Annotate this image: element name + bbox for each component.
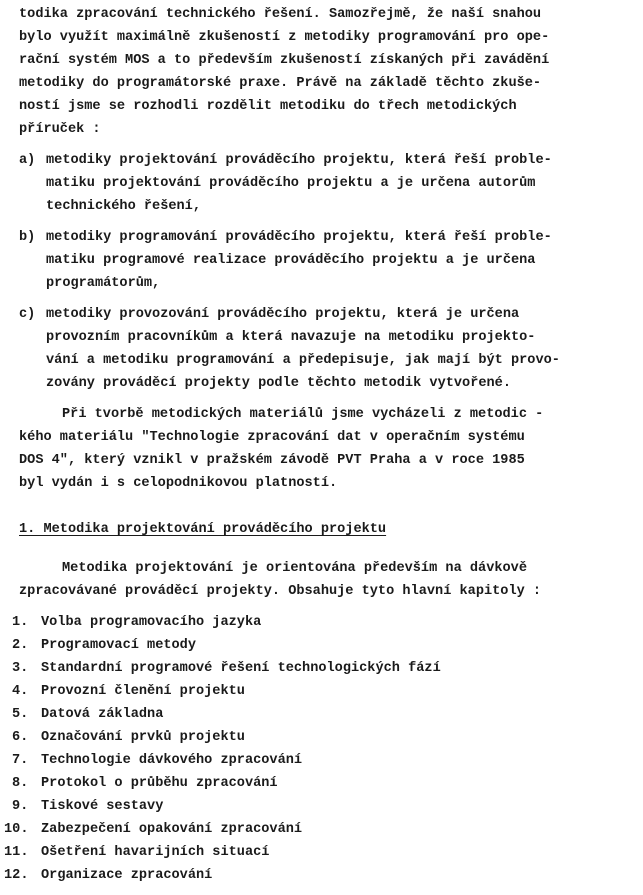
chapter-number: 4.	[12, 684, 29, 699]
list-item-line: vání a metodiku programování a předepisuje, jak mají být provo-	[46, 353, 560, 368]
list-marker: c)	[19, 307, 36, 322]
chapter-title: Ošetření havarijních situací	[41, 845, 270, 860]
chapter-title: Volba programovacího jazyka	[41, 615, 262, 630]
chapter-number: 8.	[12, 776, 29, 791]
chapter-number: 9.	[12, 799, 29, 814]
chapter-number: 5.	[12, 707, 29, 722]
chapter-title: Protokol o průběhu zpracování	[41, 776, 278, 791]
chapter-number: 1.	[12, 615, 29, 630]
list-marker: a)	[19, 153, 36, 168]
intro-line: bylo využít maximálně zkušeností z metodiky programování pro ope-	[19, 30, 550, 45]
chapter-number: 7.	[12, 753, 29, 768]
chapter-number: 11.	[4, 845, 29, 860]
chapter-number: 2.	[12, 638, 29, 653]
chapter-title: Datová základna	[41, 707, 164, 722]
list-item-line: provozním pracovníkům a která navazuje na metodiku projekto-	[46, 330, 536, 345]
intro-line: ností jsme se rozhodli rozdělit metodiku do třech metodických	[19, 99, 517, 114]
list-item-line: matiku projektování prováděcího projektu a je určena autorům	[46, 176, 536, 191]
list-marker: b)	[19, 230, 36, 245]
intro-line: todika zpracování technického řešení. Samozřejmě, že naší snahou	[19, 7, 542, 22]
chapter-title: Provozní členění projektu	[41, 684, 245, 699]
list-item-line: technického řešení,	[46, 199, 201, 214]
paragraph-line: byl vydán i s celopodnikovou platností.	[19, 476, 338, 491]
chapter-title: Standardní programové řešení technologických fází	[41, 661, 441, 676]
list-item-line: metodiky provozování prováděcího projektu, která je určena	[46, 307, 520, 322]
intro-line: metodiky do programátorské praxe. Právě na základě těchto zkuše-	[19, 76, 542, 91]
intro-line: rační systém MOS a to především zkušeností získaných při zavádění	[19, 53, 550, 68]
list-item-line: metodiky projektování prováděcího projektu, která řeší proble-	[46, 153, 552, 168]
paragraph-line: kého materiálu "Technologie zpracování dat v operačním systému	[19, 430, 525, 445]
section-intro-line: Metodika projektování je orientována především na dávkově	[62, 561, 527, 576]
chapter-number: 6.	[12, 730, 29, 745]
chapter-title: Zabezpečení opakování zpracování	[41, 822, 303, 837]
chapter-title: Programovací metody	[41, 638, 196, 653]
chapter-title: Označování prvků projektu	[41, 730, 245, 745]
list-item-line: zovány prováděcí projekty podle těchto metodik vytvořené.	[46, 376, 511, 391]
list-item-line: programátorům,	[46, 276, 161, 291]
section-intro-line: zpracovávané prováděcí projekty. Obsahuje tyto hlavní kapitoly :	[19, 584, 542, 599]
list-item-line: metodiky programování prováděcího projektu, která řeší proble-	[46, 230, 552, 245]
chapter-title: Technologie dávkového zpracování	[41, 753, 303, 768]
chapter-number: 12.	[4, 868, 29, 883]
intro-line: příruček :	[19, 122, 101, 137]
chapter-number: 10.	[4, 822, 29, 837]
list-item-line: matiku programové realizace prováděcího projektu a je určena	[46, 253, 536, 268]
section-heading: 1. Metodika projektování prováděcího projektu	[19, 522, 387, 537]
paragraph-line: DOS 4", který vznikl v pražském závodě PVT Praha a v roce 1985	[19, 453, 525, 468]
chapter-number: 3.	[12, 661, 29, 676]
chapter-title: Tiskové sestavy	[41, 799, 164, 814]
chapter-title: Organizace zpracování	[41, 868, 213, 883]
paragraph-line: Při tvorbě metodických materiálů jsme vycházeli z metodic -	[62, 407, 544, 422]
